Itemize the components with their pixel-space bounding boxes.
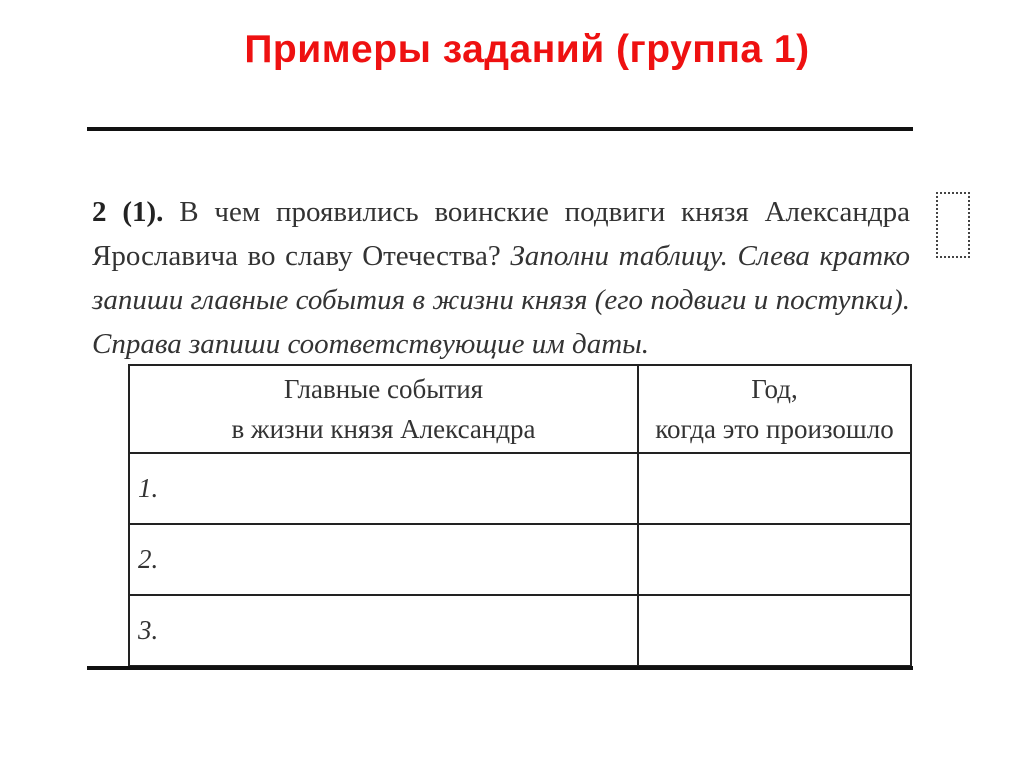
header-year-line1: Год,	[751, 374, 798, 404]
task-question: В чем проявились воинские подвиги князя Александра Ярославича во славу Отечества?	[92, 196, 910, 272]
event-cell-1[interactable]: 1.	[129, 453, 638, 524]
year-cell-2[interactable]	[638, 524, 911, 595]
answer-box[interactable]	[936, 192, 970, 258]
table-row	[129, 453, 911, 524]
task-number: 2 (1).	[92, 196, 164, 228]
table-header-row	[129, 365, 911, 453]
header-events-line2: в жизни князя Александра	[231, 414, 536, 444]
divider-bottom	[87, 666, 913, 670]
year-cell-3[interactable]	[638, 595, 911, 666]
answer-table	[128, 364, 912, 667]
header-year-line2: когда это произошло	[655, 414, 894, 444]
header-events-line1: Главные события	[283, 374, 484, 404]
task-text	[92, 190, 910, 366]
event-cell-2[interactable]: 2.	[129, 524, 638, 595]
year-cell-1[interactable]	[638, 453, 911, 524]
table-row	[129, 595, 911, 666]
page-title: Примеры заданий (группа 1)	[244, 28, 810, 71]
event-cell-3[interactable]: 3.	[129, 595, 638, 666]
header-events	[129, 365, 638, 453]
divider-top	[87, 127, 913, 131]
table-row	[129, 524, 911, 595]
task-instruction: Заполни таблицу. Слева кратко запиши главные события в жизни князя (его подвиги и поступки). Справа запиши соответствующие им даты.	[92, 240, 910, 360]
header-year	[638, 365, 911, 453]
